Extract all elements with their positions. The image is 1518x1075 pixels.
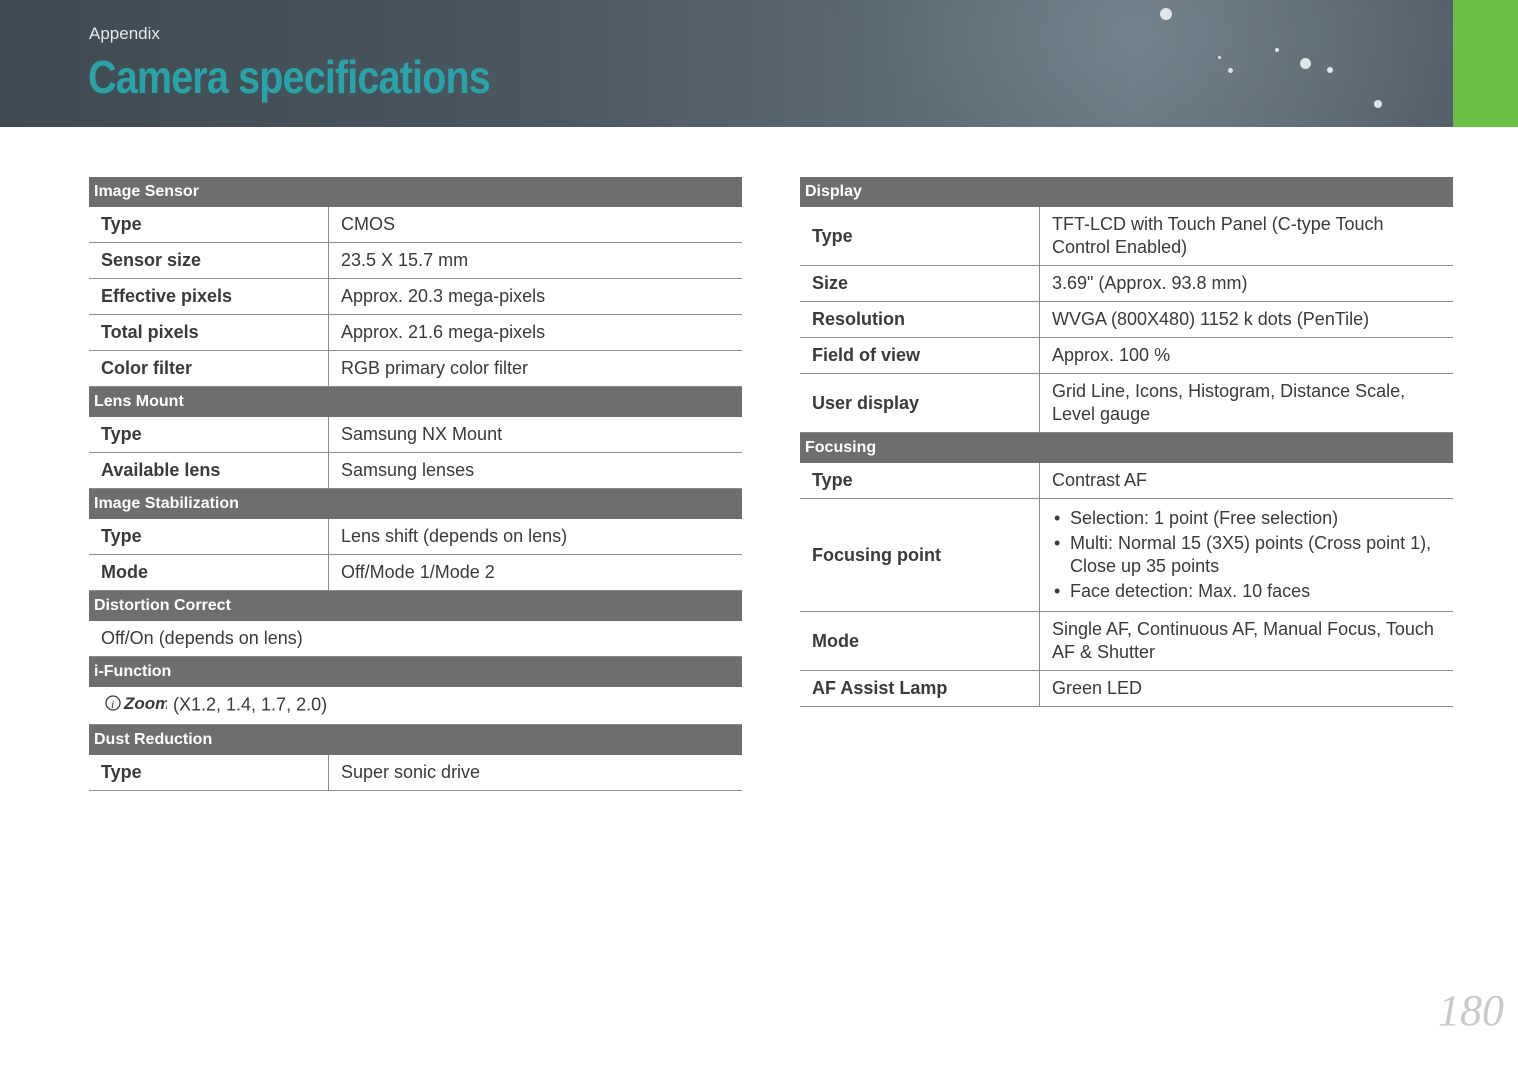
lens-decoration <box>813 0 1453 127</box>
spec-value: RGB primary color filter <box>329 351 743 387</box>
spec-key: Type <box>89 519 329 555</box>
spec-row <box>89 315 742 351</box>
spec-value <box>1040 499 1454 612</box>
category-header <box>800 433 1453 463</box>
spec-key: Total pixels <box>89 315 329 351</box>
spec-value: Contrast AF <box>1040 463 1454 499</box>
svg-text:i: i <box>111 697 115 711</box>
spec-key: Color filter <box>89 351 329 387</box>
spec-row <box>800 207 1453 266</box>
spec-key: Type <box>89 755 329 791</box>
category-title: Lens Mount <box>89 387 742 417</box>
right-spec-column <box>800 177 1453 707</box>
spec-key: Type <box>800 463 1040 499</box>
list-item: • Selection: 1 point (Free selection) <box>1052 507 1441 530</box>
spec-row <box>89 417 742 453</box>
spec-row <box>89 555 742 591</box>
category-header <box>89 591 742 621</box>
spec-value: Off/Mode 1/Mode 2 <box>329 555 743 591</box>
category-title: Focusing <box>800 433 1453 463</box>
spec-row <box>800 302 1453 338</box>
spec-value: WVGA (800X480) 1152 k dots (PenTile) <box>1040 302 1454 338</box>
left-spec-column <box>89 177 742 791</box>
spec-key: Resolution <box>800 302 1040 338</box>
spec-row <box>800 671 1453 707</box>
sparkle-dot <box>1327 67 1333 73</box>
spec-row <box>800 463 1453 499</box>
sparkle-dot <box>1374 100 1382 108</box>
list-item: • Face detection: Max. 10 faces <box>1052 580 1441 603</box>
spec-value: 23.5 X 15.7 mm <box>329 243 743 279</box>
category-header <box>89 387 742 417</box>
sparkle-dot <box>1300 58 1311 69</box>
spec-value: Green LED <box>1040 671 1454 707</box>
spec-row <box>89 207 742 243</box>
svg-text:Zoom: Zoom <box>124 694 167 713</box>
chapter-tab <box>1453 0 1518 127</box>
category-title: Distortion Correct <box>89 591 742 621</box>
sparkle-dot <box>1160 8 1172 20</box>
category-title: Display <box>800 177 1453 207</box>
category-title: i-Function <box>89 657 742 687</box>
spec-row <box>800 499 1453 612</box>
spec-row <box>89 243 742 279</box>
spec-key: Type <box>800 207 1040 266</box>
spec-row <box>89 351 742 387</box>
category-header <box>800 177 1453 207</box>
spec-value: 3.69" (Approx. 93.8 mm) <box>1040 266 1454 302</box>
page-title: Camera specifications <box>88 51 490 103</box>
spec-row <box>800 266 1453 302</box>
spec-key: Sensor size <box>89 243 329 279</box>
spec-value: Super sonic drive <box>329 755 743 791</box>
spec-value: Samsung NX Mount <box>329 417 743 453</box>
spec-value: Grid Line, Icons, Histogram, Distance Scale, Level gauge <box>1040 374 1454 433</box>
spec-key: Mode <box>89 555 329 591</box>
left-spec-table <box>89 177 742 791</box>
spec-row <box>89 755 742 791</box>
category-header <box>89 725 742 755</box>
spec-value: Approx. 21.6 mega-pixels <box>329 315 743 351</box>
spec-row <box>89 453 742 489</box>
spec-row <box>89 279 742 315</box>
spec-key: User display <box>800 374 1040 433</box>
spec-row <box>800 374 1453 433</box>
sparkle-dot <box>1218 56 1221 59</box>
page-number: 180 <box>1438 986 1504 1035</box>
section-label: Appendix <box>89 24 160 43</box>
spec-value: Single AF, Continuous AF, Manual Focus, Touch AF & Shutter <box>1040 612 1454 671</box>
list-item: • Multi: Normal 15 (3X5) points (Cross point 1), Close up 35 points <box>1052 532 1441 578</box>
category-title: Image Stabilization <box>89 489 742 519</box>
spec-value: CMOS <box>329 207 743 243</box>
spec-key: Type <box>89 417 329 453</box>
spec-key: Field of view <box>800 338 1040 374</box>
i-function-value: (X1.2, 1.4, 1.7, 2.0) <box>173 694 328 715</box>
spec-value: TFT-LCD with Touch Panel (C-type Touch Control Enabled) <box>1040 207 1454 266</box>
spec-value: Off/On (depends on lens) <box>89 621 742 657</box>
spec-row <box>800 338 1453 374</box>
spec-row <box>89 687 742 725</box>
spec-key: AF Assist Lamp <box>800 671 1040 707</box>
i-zoom-icon <box>105 693 167 718</box>
right-spec-table <box>800 177 1453 707</box>
i-function-cell <box>89 687 742 725</box>
spec-value: Samsung lenses <box>329 453 743 489</box>
spec-value: Approx. 100 % <box>1040 338 1454 374</box>
spec-key: Size <box>800 266 1040 302</box>
spec-key: Type <box>89 207 329 243</box>
spec-key: Effective pixels <box>89 279 329 315</box>
spec-row <box>89 519 742 555</box>
focusing-point-list <box>1052 507 1441 603</box>
spec-key: Focusing point <box>800 499 1040 612</box>
spec-row <box>89 621 742 657</box>
category-header <box>89 489 742 519</box>
spec-key: Mode <box>800 612 1040 671</box>
category-title: Image Sensor <box>89 177 742 207</box>
sparkle-dot <box>1228 68 1233 73</box>
spec-value: Lens shift (depends on lens) <box>329 519 743 555</box>
spec-key: Available lens <box>89 453 329 489</box>
sparkle-dot <box>1275 48 1279 52</box>
category-header <box>89 177 742 207</box>
spec-value: Approx. 20.3 mega-pixels <box>329 279 743 315</box>
category-title: Dust Reduction <box>89 725 742 755</box>
spec-row <box>800 612 1453 671</box>
category-header <box>89 657 742 687</box>
